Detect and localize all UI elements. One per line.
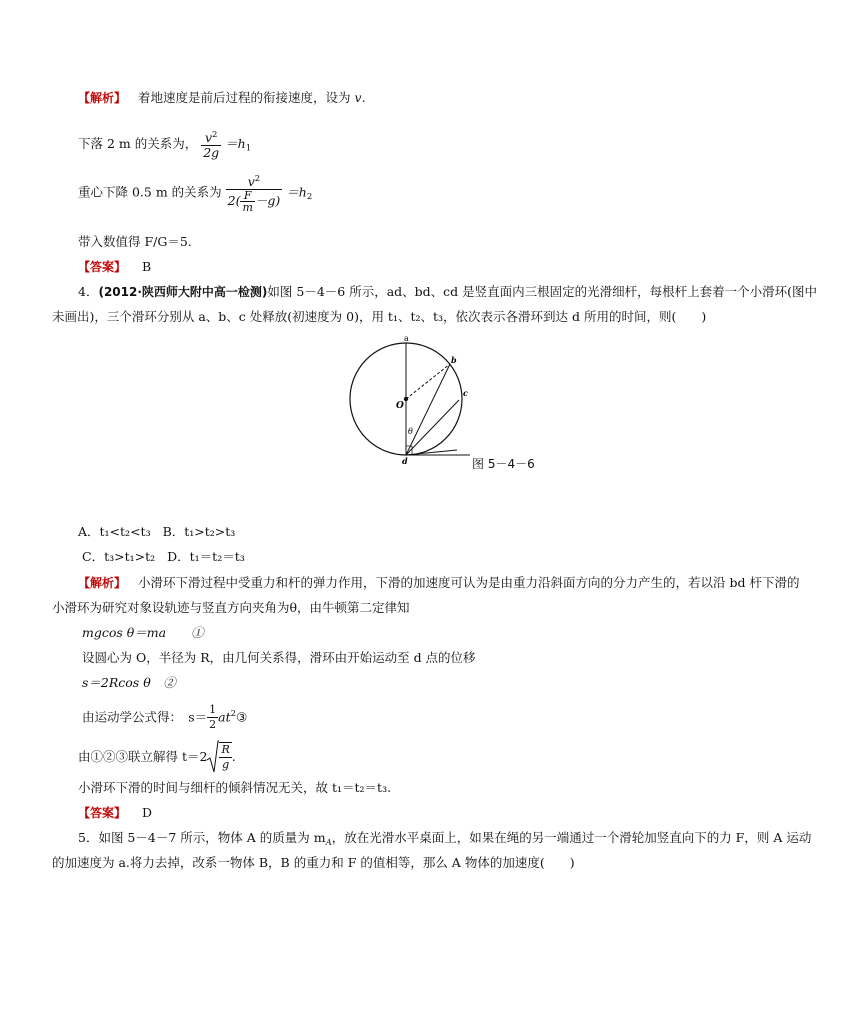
question-text: 如图 5－4－6 所示，ad、bd、cd 是竖直面内三根固定的光滑细杆，每根杆上套着一个小滑环(图中 bbox=[267, 284, 818, 299]
question-number: 4． bbox=[78, 284, 99, 299]
q4-solution-conclusion: 小滑环下滑的时间与细杆的倾斜情况无关，故 t₁＝t₂＝t₃. bbox=[78, 780, 392, 795]
inner-fraction bbox=[240, 190, 254, 213]
label-o: O bbox=[396, 401, 404, 411]
equation-text: 重心下降 0.5 m 的关系为 bbox=[78, 184, 222, 200]
frac-numerator: v bbox=[247, 174, 255, 189]
option-d: D．t₁＝t₂＝t₃ bbox=[167, 549, 245, 564]
answer-label: 【答案】 bbox=[78, 260, 127, 274]
frac-denominator: 2( bbox=[227, 193, 241, 208]
question-source: (2012·陕西师大附中高一检测) bbox=[98, 285, 268, 299]
exponent: 2 bbox=[212, 130, 218, 140]
label-c: c bbox=[463, 388, 468, 398]
frac-numerator: R bbox=[221, 743, 230, 756]
fraction bbox=[219, 742, 231, 772]
equation-center-drop bbox=[78, 172, 312, 213]
solution-label: 【解析】 bbox=[78, 576, 127, 590]
q4-text-line2: 未画出)，三个滑环分别从 a、b、c 处释放(初速度为 0)，用 t₁、t₂、t₃，依次表示各滑环到达 d 所用的时间，则( ) bbox=[52, 309, 707, 324]
answer-value: D bbox=[142, 805, 153, 820]
options-row-1 bbox=[78, 524, 235, 540]
equation-text: 下落 2 m 的关系为， bbox=[78, 136, 198, 151]
option-a: A．t₁<t₂<t₃ bbox=[78, 524, 151, 539]
options-row-2 bbox=[82, 549, 245, 565]
label-b: b bbox=[451, 355, 457, 365]
equation-fall bbox=[78, 128, 251, 160]
option-b: B．t₁>t₂>t₃ bbox=[162, 524, 236, 539]
fraction bbox=[201, 128, 221, 160]
equation-result bbox=[78, 740, 236, 774]
solution-text: 着地速度是前后过程的衔接速度，设为 bbox=[138, 90, 351, 105]
center-dot bbox=[404, 397, 408, 401]
q4-solution-line3: 设圆心为 O，半径为 R，由几何关系得，滑环由开始运动至 d 点的位移 bbox=[82, 650, 476, 665]
frac-denominator: g bbox=[222, 758, 230, 771]
frac-denominator-end: －g) bbox=[254, 193, 281, 208]
solution-label: 【解析】 bbox=[78, 91, 127, 105]
label-theta: θ bbox=[408, 427, 413, 436]
inner-denominator: m bbox=[242, 201, 253, 214]
frac-denominator: 2g bbox=[203, 145, 220, 160]
exponent: 2 bbox=[230, 709, 237, 719]
rod-cd bbox=[406, 400, 459, 455]
velocity-var: v bbox=[354, 90, 362, 105]
q4-solution-line2: 小滑环为研究对象设轨迹与竖直方向夹角为θ，由牛顿第二定律知 bbox=[52, 600, 410, 615]
prev-solution-line: 【解析】 着地速度是前后过程的衔接速度，设为 v. bbox=[78, 90, 366, 105]
fraction bbox=[226, 172, 283, 213]
equation-2: s＝2Rcos θ ② bbox=[82, 675, 176, 690]
radius-ob bbox=[406, 364, 450, 399]
circle-rod-figure bbox=[345, 330, 545, 470]
q4-solution-line1 bbox=[78, 575, 799, 591]
solution-text: 小滑环下滑过程中受重力和杆的弹力作用，下滑的加速度可认为是由重力沿斜面方向的分力产生的，若以沿 bd 杆下滑的 bbox=[138, 575, 800, 590]
frac-numerator: 1 bbox=[209, 703, 217, 716]
equation-text: at bbox=[218, 709, 231, 725]
answer-line bbox=[78, 805, 152, 821]
result-line: 带入数值得 F/G＝5. bbox=[78, 234, 192, 249]
inner-numerator: F bbox=[240, 190, 254, 202]
subscript: 2 bbox=[306, 192, 313, 202]
q5-text-line2: 的加速度为 a.将力去掉，改系一物体 B，B 的重力和 F 的值相等，那么 A 物体的加速度( ) bbox=[52, 855, 575, 870]
q5-text-line1 bbox=[78, 830, 811, 851]
frac-denominator: 2 bbox=[209, 718, 217, 731]
question-text: 5．如图 5－4－7 所示，物体 A 的质量为 m bbox=[78, 830, 326, 845]
option-c: C．t₃>t₁>t₂ bbox=[82, 549, 156, 564]
equation-text: 由运动学公式得： s＝ bbox=[82, 709, 208, 725]
equation-text: 由①②③联立解得 t＝2 bbox=[78, 749, 208, 764]
q4-text-line1 bbox=[78, 284, 817, 300]
label-d: d bbox=[402, 456, 408, 466]
equation-1: mgcos θ＝ma ① bbox=[82, 625, 204, 640]
sqrt-expression bbox=[207, 740, 231, 774]
label-a: a bbox=[404, 334, 409, 343]
figure-caption: 图 5－4－6 bbox=[472, 457, 535, 471]
answer-label: 【答案】 bbox=[78, 806, 127, 820]
exponent: 2 bbox=[254, 174, 261, 184]
equation-rhs: ＝h bbox=[225, 136, 246, 151]
answer-value: B bbox=[142, 259, 152, 274]
period: . bbox=[231, 749, 236, 764]
chord-line bbox=[406, 450, 457, 455]
equation-3 bbox=[82, 703, 247, 732]
frac-numerator: v bbox=[204, 130, 213, 145]
equation-mark: ③ bbox=[236, 709, 248, 725]
fraction bbox=[207, 703, 218, 732]
question-text: ，放在光滑水平桌面上，如果在绳的另一端通过一个滑轮加竖直向下的力 F，则 A 运动 bbox=[331, 830, 812, 845]
answer-line bbox=[78, 259, 151, 275]
equation-rhs: ＝h bbox=[286, 184, 307, 200]
subscript: A bbox=[325, 838, 332, 848]
subscript: 1 bbox=[245, 143, 252, 154]
sqrt-sign bbox=[207, 740, 219, 774]
